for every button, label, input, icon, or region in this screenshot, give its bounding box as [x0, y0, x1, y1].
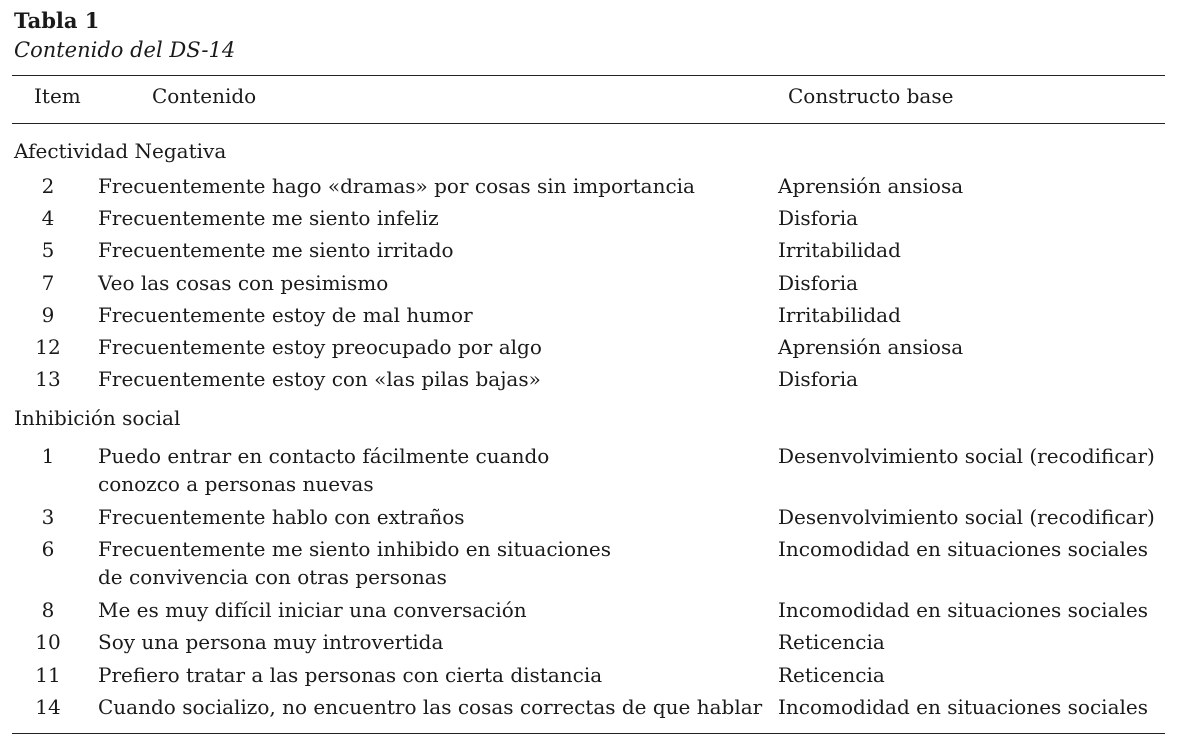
item-content [98, 596, 527, 624]
item-number: 4 [41, 206, 55, 231]
content-line: Frecuentemente estoy de mal humor [98, 302, 473, 327]
item-construct: Desenvolvimiento social (recodificar) [778, 444, 1155, 468]
item-number: 12 [35, 335, 61, 359]
item-number: 9 [41, 302, 55, 327]
table-subtitle: Contenido del DS-14 [14, 38, 236, 62]
header-item: Item [34, 84, 81, 108]
content-line: Frecuentemente estoy con «las pilas bajas» [98, 367, 541, 392]
item-content [98, 503, 465, 531]
item-construct: Disforia [778, 270, 859, 295]
item-content [98, 301, 473, 329]
content-line: Frecuentemente hago «dramas» por cosas sin importancia [98, 174, 695, 198]
item-content [98, 442, 549, 498]
content-line: conozco a personas nuevas [98, 472, 374, 496]
item-content [98, 365, 541, 393]
content-line: Frecuentemente me siento inhibido en situaciones [98, 537, 611, 562]
item-content [98, 269, 388, 297]
table-title: Tabla 1 [14, 8, 100, 33]
item-number: 6 [41, 537, 55, 562]
item-content [98, 628, 443, 656]
content-line: Frecuentemente hablo con extraños [98, 505, 465, 529]
item-number: 13 [35, 367, 61, 392]
header-content: Contenido [152, 84, 257, 108]
item-content [98, 693, 762, 721]
item-construct: Irritabilidad [778, 238, 901, 263]
item-construct: Aprensión ansiosa [778, 174, 964, 198]
content-line: de convivencia con otras personas [98, 565, 447, 590]
item-number: 3 [41, 505, 55, 529]
item-construct: Aprensión ansiosa [778, 335, 964, 359]
item-number: 11 [35, 662, 61, 687]
item-construct: Reticencia [778, 630, 885, 655]
item-number: 7 [41, 270, 55, 295]
content-line: Cuando socializo, no encuentro las cosas correctas de que hablar [98, 694, 763, 719]
content-line: Frecuentemente estoy preocupado por algo [98, 335, 542, 359]
item-construct: Reticencia [778, 662, 885, 687]
item-content [98, 333, 542, 361]
content-line: Frecuentemente me siento infeliz [98, 206, 439, 231]
item-construct: Disforia [778, 367, 859, 392]
item-content [98, 204, 439, 232]
content-line: Soy una persona muy introvertida [98, 630, 444, 655]
item-number: 2 [41, 174, 55, 198]
item-construct: Incomodidad en situaciones sociales [778, 598, 1148, 623]
content-line: Puedo entrar en contacto fácilmente cuando [98, 444, 550, 468]
item-number: 1 [41, 444, 55, 468]
content-line: Prefiero tratar a las personas con cierta distancia [98, 662, 603, 687]
item-construct: Incomodidad en situaciones sociales [778, 537, 1148, 562]
header-rule [12, 123, 1165, 124]
item-construct: Irritabilidad [778, 302, 901, 327]
item-number: 10 [35, 630, 61, 655]
header-construct: Constructo base [788, 84, 954, 108]
content-line: Veo las cosas con pesimismo [98, 270, 389, 295]
section-heading: Afectividad Negativa [14, 139, 227, 163]
top-rule [12, 75, 1165, 76]
item-content [98, 535, 611, 591]
section-heading: Inhibición social [14, 406, 181, 430]
content-line: Frecuentemente me siento irritado [98, 238, 454, 263]
item-number: 5 [41, 238, 55, 263]
item-number: 8 [41, 598, 55, 623]
item-construct: Desenvolvimiento social (recodificar) [778, 505, 1155, 529]
bottom-rule [12, 733, 1165, 734]
item-construct: Incomodidad en situaciones sociales [778, 694, 1148, 719]
item-content [98, 661, 602, 689]
item-number: 14 [35, 694, 61, 719]
item-construct: Disforia [778, 206, 859, 231]
item-content [98, 172, 695, 200]
item-content [98, 236, 454, 264]
content-line: Me es muy difícil iniciar una conversación [98, 598, 527, 623]
